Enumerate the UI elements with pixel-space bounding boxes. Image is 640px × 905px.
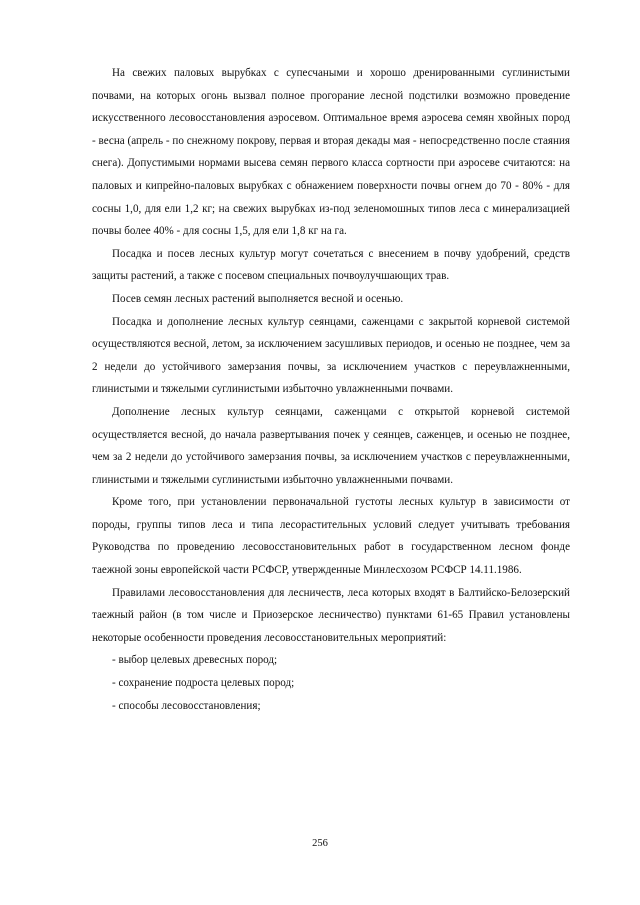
reforestation-list: [92, 649, 570, 717]
paragraph-reforestation-rules: Правилами лесовосстановления для лесничеств, леса которых входят в Балтийско-Белозерский таежный район (в том числе и Приозерское лесничество) пунктами 61-65 Правил установлены некоторые особенности проведения лесовосстановительных мероприятий:: [92, 586, 570, 644]
paragraph-seeding-seasons: Посев семян лесных растений выполняется весной и осенью.: [112, 292, 404, 305]
paragraph-aerial-seeding: На свежих паловых вырубках с супесчаными и хорошо дренированными суглинистыми почвами, на которых огонь вызвал полное прогорание лесной подстилки возможно проведение искусственного лесовосстановления аэросевом. Оптимальное время аэросева семян хвойных пород - весна (апрель - по снежному покрову, первая и вторая декады мая - непосредственно после стаяния снега). Допустимыми нормами высева семян первого класса сортности при аэросеве считаются: на паловых и кипрейно-паловых вырубках с обнажением поверхности почвы огнем до 70 - 80% - для сосны 1,0, для ели 1,2 кг; на свежих вырубках из-под зеленомошных типов леса с минерализацией почвы более 40% - для сосны 1,5, для ели 1,8 кг на га.: [92, 67, 570, 238]
list-item: - сохранение подроста целевых пород;: [112, 677, 295, 690]
paragraph-closed-root-planting: Посадка и дополнение лесных культур сеянцами, саженцами с закрытой корневой системой осуществляются весной, летом, за исключением засушливых периодов, и осенью не позднее, чем за 2 недели до устойчивого замерзания почвы, за исключением участков с переувлажненными, глинистыми и тяжелыми суглинистыми избыточно увлажненными почвами.: [92, 315, 570, 396]
paragraph-open-root-supplement: Дополнение лесных культур сеянцами, саженцами с открытой корневой системой осуществляется весной, до начала развертывания почек у сеянцев, саженцев, и осенью не позднее, чем за 2 недели до устойчивого замерзания почвы, за исключением участков с переувлажненными, глинистыми и тяжелыми суглинистыми избыточно увлажненными почвами.: [92, 405, 570, 486]
list-item: - выбор целевых древесных пород;: [112, 654, 278, 667]
page-number: 256: [312, 838, 328, 849]
document-body: [92, 62, 570, 717]
paragraph-initial-density: Кроме того, при установлении первоначальной густоты лесных культур в зависимости от породы, группы типов леса и типа лесорастительных условий следует учитывать требования Руководства по проведению лесовосстановительных работ в государственном лесном фонде таежной зоны европейской части РСФСР, утвержденные Минлесхозом РСФСР 14.11.1986.: [92, 496, 570, 577]
paragraph-planting-fertilizers: Посадка и посев лесных культур могут сочетаться с внесением в почву удобрений, средств защиты растений, а также с посевом специальных почвоулучшающих трав.: [92, 247, 570, 283]
list-item: - способы лесовосстановления;: [112, 699, 261, 712]
